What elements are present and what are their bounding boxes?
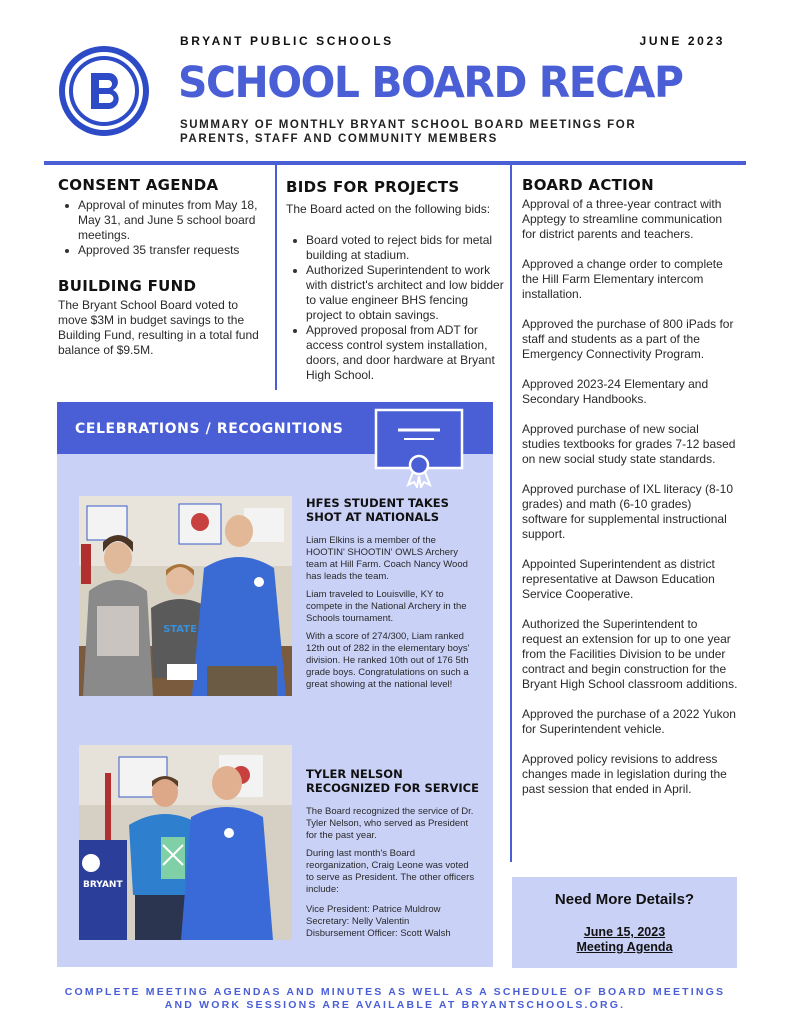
bids-list	[286, 233, 504, 383]
story-1-paragraph-3: With a score of 274/300, Liam ranked 12th out of 282 in the elementary boys' division. He ranked 10th out of 176 5th grade boys. Congratulations on such a great showing at the national level!	[306, 631, 470, 690]
building-fund-text: The Bryant School Board voted to move $3M in budget savings to the Building Fund, resulting in a total fund balance of $9.5M.	[58, 298, 259, 357]
story-1-paragraph-2: Liam traveled to Louisville, KY to compete in the National Archery in the Schools tournament.	[306, 589, 467, 624]
column-divider-left	[275, 165, 277, 390]
list-item: Approved 2023-24 Elementary and Secondary Handbooks.	[522, 377, 709, 406]
story-2-paragraph-1: The Board recognized the service of Dr. Tyler Nelson, who served as President for the past year.	[306, 806, 474, 841]
list-item: Approved purchase of IXL literacy (8-10 grades) and math (6-10 grades) software for supplemental instructional support.	[522, 482, 734, 541]
tyler-nelson-photo	[79, 745, 292, 940]
board-action-list	[522, 197, 738, 812]
bryant-logo-icon	[58, 45, 150, 137]
meeting-date-link-text[interactable]: June 15, 2023	[583, 925, 666, 939]
footer-note: COMPLETE MEETING AGENDAS AND MINUTES AS WELL AS A SCHEDULE OF BOARD MEETINGS AND WORK SESSIONS ARE AVAILABLE AT BRYANTSCHOOLS.ORG.	[64, 986, 726, 1011]
list-item: Approved the purchase of 800 iPads for staff and students as a part of the Emergency Connectivity Program.	[522, 317, 734, 361]
meeting-agenda-link-text[interactable]: Meeting Agenda	[576, 940, 673, 954]
archery-student-photo	[79, 496, 292, 696]
list-item: Approved 35 transfer requests	[58, 243, 268, 258]
details-box	[512, 877, 737, 968]
list-item: Board voted to reject bids for metal building at stadium.	[286, 233, 504, 263]
story-1-paragraph-1: Liam Elkins is a member of the HOOTIN' SHOOTIN' OWLS Archery team at Hill Farm. Coach Nancy Wood has leads the team.	[306, 535, 468, 582]
list-item: Approved policy revisions to address changes made in legislation during the past session that ended in April.	[522, 752, 727, 796]
story-1-title: HFES STUDENT TAKES SHOT AT NATIONALS	[306, 496, 449, 524]
story-2-paragraph-2: During last month's Board reorganization, Craig Leone was voted to serve as President. The other officers include:	[306, 848, 475, 895]
details-heading: Need More Details?	[554, 891, 695, 908]
list-item: Authorized Superintendent to work with district's architect and low bidder to value engineer BHS fencing project to obtain savings.	[286, 263, 504, 323]
list-item: Approved a change order to complete the Hill Farm Elementary intercom installation.	[522, 257, 723, 301]
story-2-paragraph-3: Vice President: Patrice Muldrow Secretary: Nelly Valentin Disbursement Officer: Scott Walsh	[306, 904, 451, 939]
bids-heading: BIDS FOR PROJECTS	[286, 178, 460, 196]
shirt-text: STATE	[163, 624, 197, 635]
list-item: Approved purchase of new social studies textbooks for grades 7-12 based on new social study state standards.	[522, 422, 736, 466]
banner-text: BRYANT	[83, 880, 123, 890]
bids-intro: The Board acted on the following bids:	[286, 202, 491, 216]
list-item: Approved the purchase of a 2022 Yukon for Superintendent vehicle.	[522, 707, 736, 736]
list-item: Appointed Superintendent as district representative at Dawson Education Service Cooperative.	[522, 557, 715, 601]
organization-name: BRYANT PUBLIC SCHOOLS	[180, 34, 394, 48]
page-title: SCHOOL BOARD RECAP	[178, 58, 683, 108]
list-item: Approved proposal from ADT for access control system installation, doors, and door hardware at Bryant High School.	[286, 323, 504, 383]
issue-date: JUNE 2023	[639, 34, 725, 48]
list-item: Approval of a three-year contract with Apptegy to streamline communication for district parents and teachers.	[522, 197, 723, 241]
building-fund-heading: BUILDING FUND	[58, 277, 197, 295]
list-item: Approval of minutes from May 18, May 31, and June 5 school board meetings.	[58, 198, 268, 243]
celebrations-heading: CELEBRATIONS / RECOGNITIONS	[75, 421, 344, 437]
header-divider	[44, 161, 746, 165]
board-action-heading: BOARD ACTION	[522, 176, 654, 194]
column-divider-right	[510, 165, 512, 862]
consent-agenda-list	[58, 198, 268, 258]
certificate-icon	[374, 408, 464, 488]
page-subtitle: SUMMARY OF MONTHLY BRYANT SCHOOL BOARD MEETINGS FOR PARENTS, STAFF AND COMMUNITY MEMBERS	[180, 119, 637, 145]
story-2-title: TYLER NELSON RECOGNIZED FOR SERVICE	[306, 767, 479, 795]
meeting-agenda-link[interactable]	[512, 925, 737, 955]
consent-agenda-heading: CONSENT AGENDA	[58, 176, 219, 194]
list-item: Authorized the Superintendent to request an extension for up to one year from the Facilities Division to be under contract and begin construction for the Bryant High School classroom additions.	[522, 617, 738, 691]
